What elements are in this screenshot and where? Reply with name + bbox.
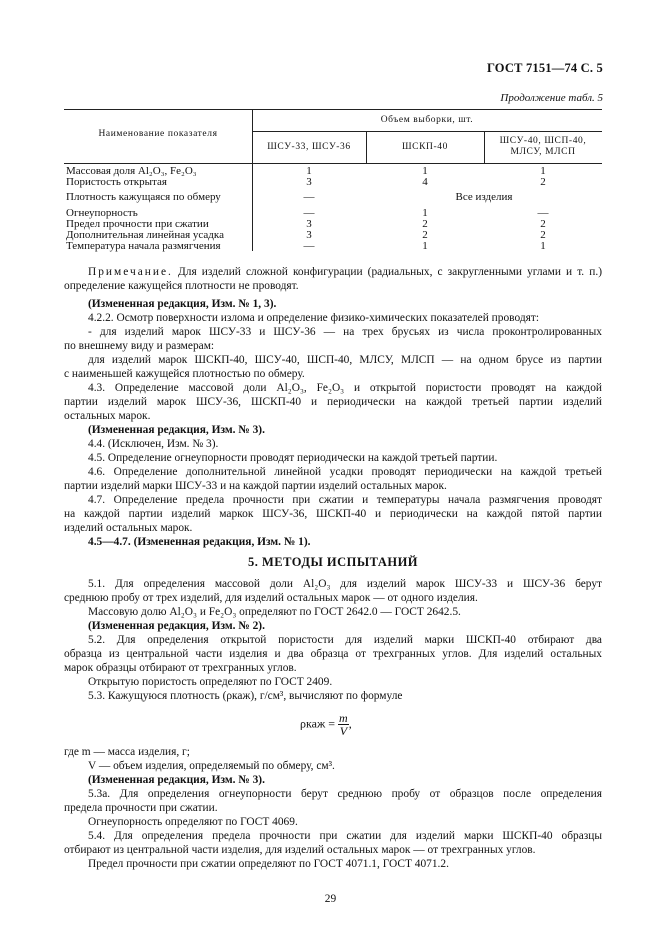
paragraph-line: отбирают из центральной части изделия, для изделий остальных марок — от трехгранных углов.	[64, 844, 536, 856]
paragraph-line: где m — масса изделия, г;	[64, 746, 190, 758]
paragraph-line: Открытую пористость определяют по ГОСТ 2409.	[88, 676, 333, 688]
note-label: Примечание.	[88, 266, 173, 278]
paragraph-line: 4.6. Определение дополнительной линейной усадки проводят периодически на каждой третьей	[88, 466, 602, 478]
table-cell: 1	[422, 207, 428, 219]
table-row-name: Массовая доля Al₂O₃, Fe₂O₃	[66, 165, 197, 177]
table-cell: —	[303, 240, 315, 252]
paragraph-line: изделий остальных марок.	[64, 522, 193, 534]
col-name-header: Наименование показателя	[98, 129, 218, 139]
paragraph-line: Предел прочности при сжатии определяют по ГОСТ 4071.1, ГОСТ 4071.2.	[88, 858, 449, 870]
paragraph-line: 4.5. Определение огнеупорности проводят периодически на каждой третьей партии.	[88, 452, 498, 464]
group-header-rule	[252, 131, 602, 132]
formula-numerator: m	[339, 711, 348, 725]
formula-lhs: ρкаж =	[300, 716, 336, 731]
paragraph-line: 4.4. (Исключен, Изм. № 3).	[88, 438, 219, 450]
paragraph-line: остальных марок.	[64, 410, 151, 422]
amendment-note: (Измененная редакция, Изм. № 2).	[88, 620, 265, 632]
paragraph-line: 5.3а. Для определения огнеупорности берут среднюю пробу от образцов после определения	[88, 788, 602, 800]
formula-denominator: V	[339, 724, 348, 738]
table-row-name: Плотность кажущаяся по обмеру	[66, 191, 221, 203]
table-cell: 2	[540, 229, 546, 241]
table-cell: 2	[540, 218, 546, 230]
paragraph-line: образца из центральной части изделия и два образца от трехгранных углов. Для изделий остальных	[64, 648, 602, 660]
paragraph-line: - для изделий марок ШСУ-33 и ШСУ-36 — на трех брусьях из числа проконтролированных	[88, 326, 602, 338]
paragraph-line: 4.7. Определение предела прочности при сжатии и температуры начала размягчения проводят	[88, 494, 602, 506]
paragraph-line: партии изделий марки ШСУ-33 и на каждой партии изделий остальных марок.	[64, 480, 447, 492]
table-row-name: Пористость открытая	[66, 176, 167, 188]
paragraph-line: 5.2. Для определения открытой пористости для изделий марки ШСКП-40 отбирают два	[88, 634, 602, 646]
paragraph-line: по внешнему виду и размерам:	[64, 340, 215, 352]
table-cell: 1	[540, 240, 546, 252]
paragraph-line: марок образцы отбирают от трехгранных углов.	[64, 662, 297, 674]
group-header: Объем выборки, шт.	[380, 115, 474, 125]
table-row-name: Предел прочности при сжатии	[66, 218, 209, 230]
sample-size-table	[64, 109, 602, 251]
table-cell: 3	[306, 229, 312, 241]
paragraph-line: 5.3. Кажущуюся плотность (ρкаж), г/см³, вычисляют по формуле	[88, 690, 403, 702]
table-cell: 3	[306, 176, 312, 188]
table-cell: 1	[306, 165, 312, 177]
table-row-name: Температура начала размягчения	[66, 240, 221, 252]
table-cell: 1	[540, 165, 546, 177]
amendment-note: (Измененная редакция, Изм. № 3).	[88, 774, 265, 786]
table-cell: 2	[422, 229, 428, 241]
header-bottom-rule	[64, 163, 602, 164]
paragraph-line: 4.2.2. Осмотр поверхности излома и определение физико-химических показателей проводят:	[88, 312, 540, 324]
paragraph-line: 5.1. Для определения массовой доли Al₂O₃ для изделий марок ШСУ-33 и ШСУ-36 берут	[88, 578, 602, 590]
page-number: 29	[324, 893, 337, 905]
paragraph-line: 4.3. Определение массовой доли Al₂O₃, Fe₂O₃ и открытой пористости проводят на каждой	[88, 382, 602, 394]
paragraph-line: V — объем изделия, определяемый по обмеру, см³.	[88, 760, 335, 772]
paragraph-line: предела прочности при сжатии.	[64, 802, 218, 814]
col-header-3-line2: МЛСУ, МЛСП	[510, 147, 576, 157]
table-cell: 1	[422, 240, 428, 252]
col-header-3-line1: ШСУ-40, ШСП-40,	[499, 136, 587, 146]
col-header-1: ШСУ-33, ШСУ-36	[267, 142, 351, 152]
section-title: 5. МЕТОДЫ ИСПЫТАНИЙ	[247, 555, 419, 569]
note-line-1	[64, 266, 602, 280]
amendment-note: (Измененная редакция, Изм. № 3).	[88, 424, 265, 436]
table-cell: 2	[540, 176, 546, 188]
paragraph-line: с наименьшей кажущейся плотностью по обмеру.	[64, 368, 305, 380]
paragraph-line: 5.4. Для определения предела прочности при сжатии для изделий марки ШСКП-40 образцы	[88, 830, 602, 842]
table-cell: —	[303, 207, 315, 219]
paragraph-line: среднюю пробу от трех изделий, для изделий остальных марок — от одного изделия.	[64, 592, 478, 604]
formula-fraction	[338, 712, 349, 737]
paragraph-line: Массовую долю Al₂O₃ и Fe₂O₃ определяют по ГОСТ 2642.0 — ГОСТ 2642.5.	[88, 606, 461, 618]
paragraph-line: партии изделий марок ШСУ-36, ШСКП-40 и периодически на каждой третьей партии изделий	[64, 396, 602, 408]
table-span-cell: Все изделия	[455, 191, 513, 203]
col-header-2: ШСКП-40	[402, 142, 448, 152]
note-text: Для изделий сложной конфигурации (радиальных, с закругленными углами и т. п.)	[177, 266, 602, 278]
table-cell: 1	[422, 165, 428, 177]
table-continuation-caption: Продолжение табл. 5	[500, 92, 603, 104]
table-cell: 3	[306, 218, 312, 230]
table-cell: 2	[422, 218, 428, 230]
table-cell: —	[537, 207, 549, 219]
table-cell: 4	[422, 176, 428, 188]
table-top-rule	[64, 109, 602, 110]
amendment-note: 4.5—4.7. (Измененная редакция, Изм. № 1).	[88, 536, 311, 548]
density-formula	[300, 712, 352, 737]
standard-header: ГОСТ 7151—74 С. 5	[486, 61, 603, 75]
formula-tail: ,	[348, 716, 352, 731]
table-row-name: Дополнительная линейная усадка	[66, 229, 224, 241]
paragraph-line: Огнеупорность определяют по ГОСТ 4069.	[88, 816, 298, 828]
amendment-note: (Измененная редакция, Изм. № 1, 3).	[88, 298, 277, 310]
note-line-2: определение кажущейся плотности не проводят.	[64, 280, 299, 292]
table-row-name: Огнеупорность	[66, 207, 138, 219]
paragraph-line: для изделий марок ШСКП-40, ШСУ-40, ШСП-40, МЛСУ, МЛСП — на одном брусе из партии	[88, 354, 602, 366]
paragraph-line: на каждой партии изделий маркок ШСУ-36, ШСКП-40 и периодически на каждой пятой партии	[64, 508, 602, 520]
table-cell: —	[303, 191, 315, 203]
